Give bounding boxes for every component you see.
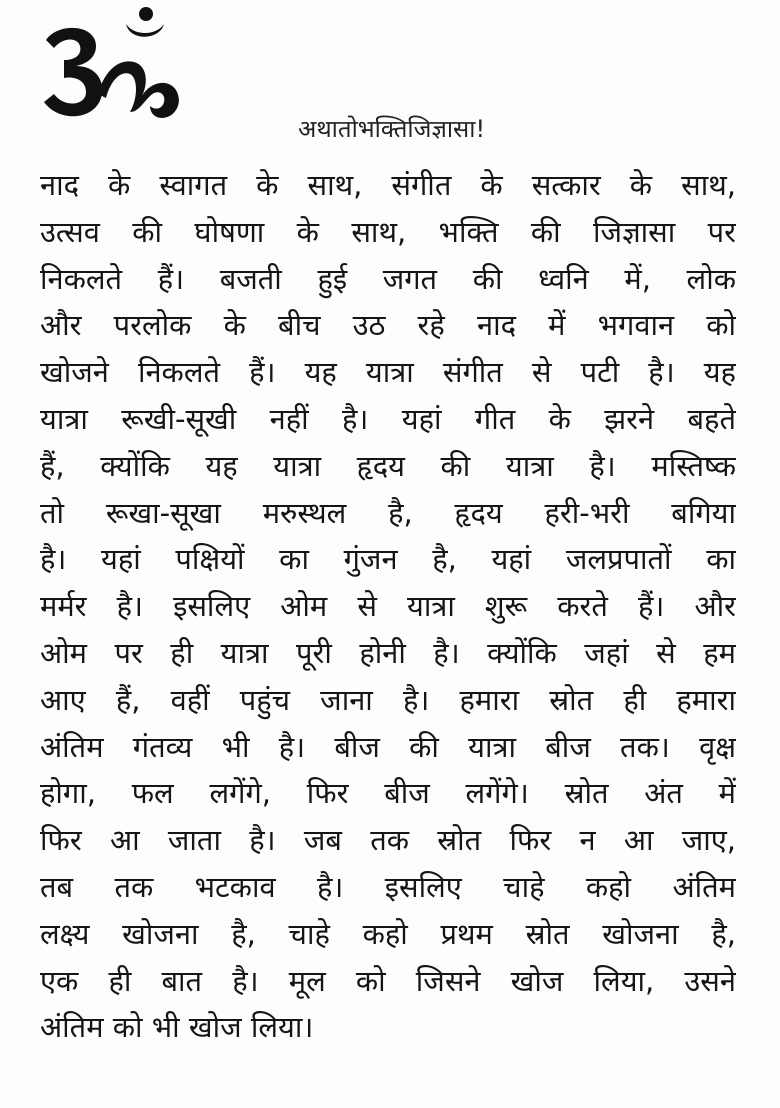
text-line: है। यहां पक्षियों का गुंजन है, यहां जलप्रपातों का <box>40 542 736 577</box>
text-line: एक ही बात है। मूल को जिसने खोज लिया, उसने <box>40 963 736 998</box>
text-line: तो रूखा-सूखा मरुस्थल है, हृदय हरी-भरी बगिया <box>40 495 736 530</box>
text-line: लक्ष्य खोजना है, चाहे कहो प्रथम स्रोत खोजना है, <box>40 916 736 951</box>
text-line: मर्मर है। इसलिए ओम से यात्रा शुरू करते हैं। और <box>40 589 736 624</box>
text-line: होगा, फल लगेंगे, फिर बीज लगेंगे। स्रोत अंत में <box>40 776 736 811</box>
page-title: अथातोभक्तिजिज्ञासा! <box>298 115 486 143</box>
text-line: नाद के स्वागत के साथ, संगीत के सत्कार के साथ, <box>40 168 736 202</box>
text-line: आए हैं, वहीं पहुंच जाना है। हमारा स्रोत ही हमारा <box>40 682 736 717</box>
text-line: उत्सव की घोषणा के साथ, भक्ति की जिज्ञासा पर <box>40 214 736 249</box>
text-line: तब तक भटकाव है। इसलिए चाहे कहो अंतिम <box>40 869 736 904</box>
text-line: खोजने निकलते हैं। यह यात्रा संगीत से पटी है। यह <box>40 355 736 390</box>
text-line: अंतिम को भी खोज लिया। <box>40 1010 314 1045</box>
text-line: ओम पर ही यात्रा पूरी होनी है। क्योंकि जहां से हम <box>40 635 736 670</box>
body-text <box>40 162 736 1051</box>
text-line: हैं, क्योंकि यह यात्रा हृदय की यात्रा है। मस्तिष्क <box>40 448 736 483</box>
text-line: अंतिम गंतव्य भी है। बीज की यात्रा बीज तक। वृक्ष <box>40 729 736 764</box>
text-line: और परलोक के बीच उठ रहे नाद में भगवान को <box>40 308 736 343</box>
text-line: निकलते हैं। बजती हुई जगत की ध्वनि में, लोक <box>40 261 736 296</box>
om-symbol-icon <box>38 2 188 122</box>
text-line: फिर आ जाता है। जब तक स्रोत फिर न आ जाए, <box>40 823 736 858</box>
text-line: यात्रा रूखी-सूखी नहीं है। यहां गीत के झरने बहते <box>40 401 736 436</box>
